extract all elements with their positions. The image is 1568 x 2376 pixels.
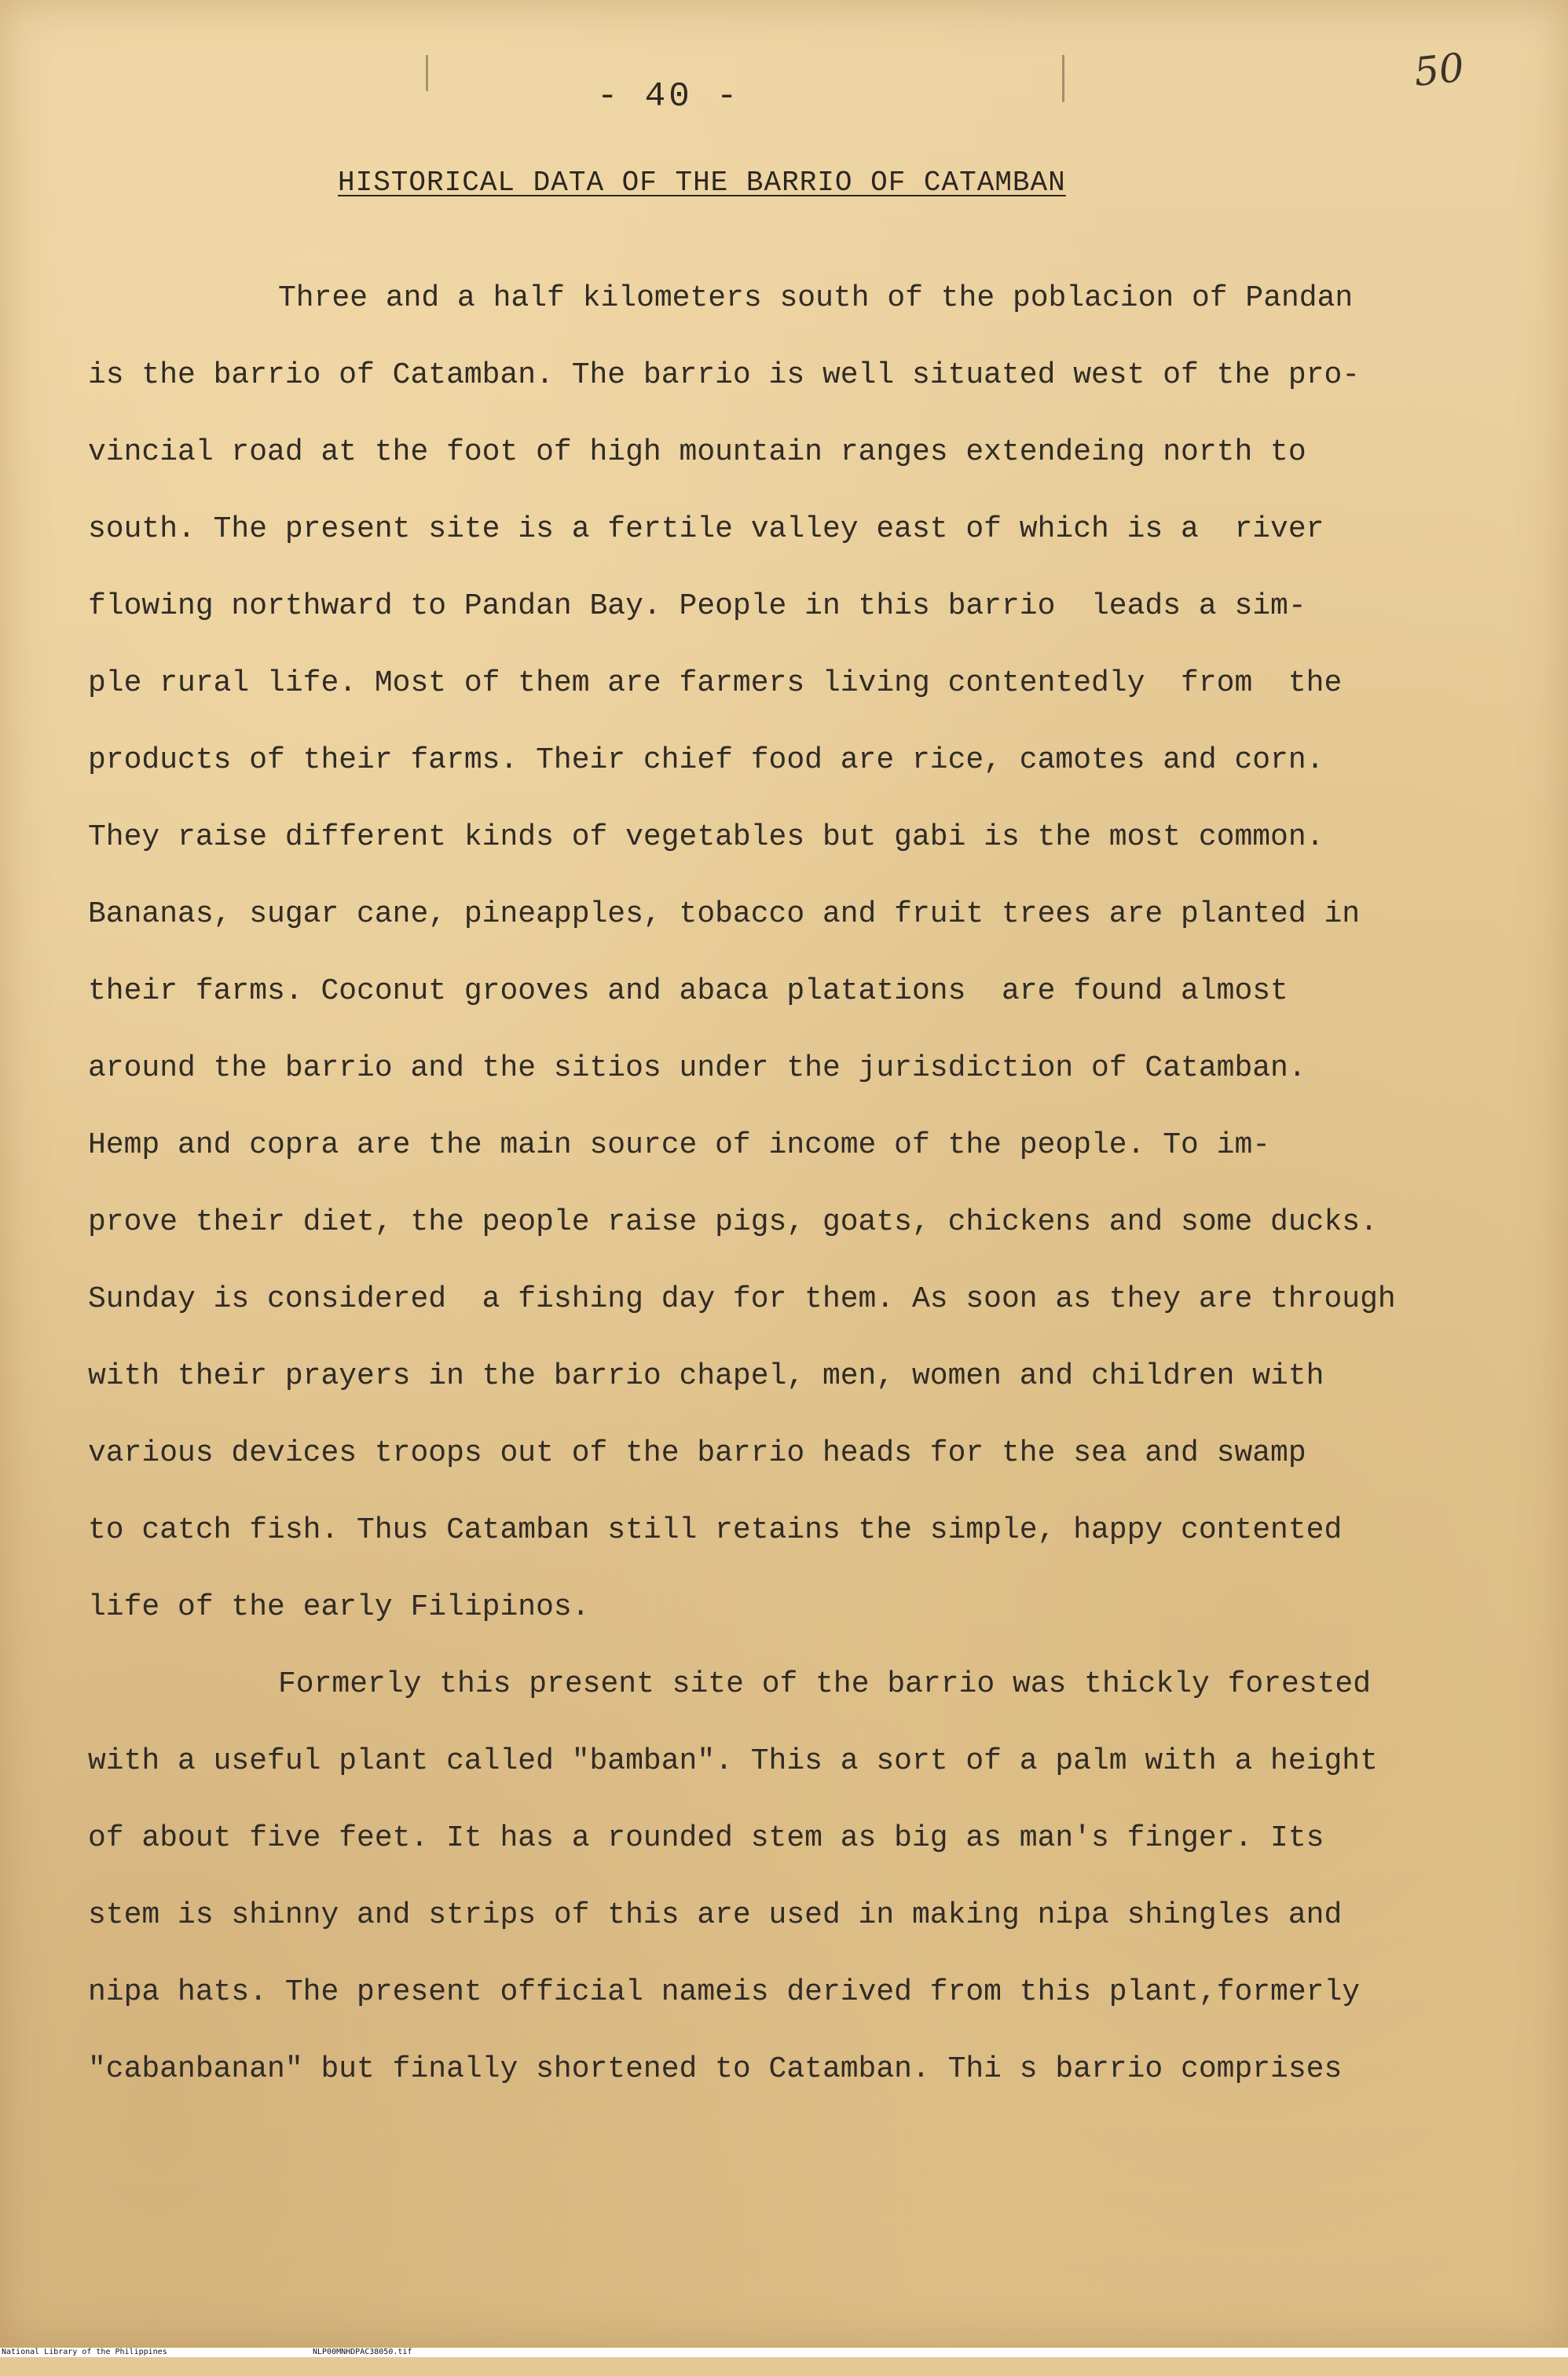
text-line: south. The present site is a fertile valley east of which is a river [88,512,1324,546]
text-line: products of their farms. Their chief food are rice, camotes and corn. [88,743,1324,777]
text-line: is the barrio of Catamban. The barrio is well situated west of the pro- [88,358,1361,392]
text-line: Three and a half kilometers south of the poblacion of Pandan [278,281,1354,315]
text-line: Hemp and copra are the main source of income of the people. To im- [88,1128,1271,1162]
text-line: of about five feet. It has a rounded stem as big as man's finger. Its [88,1821,1324,1855]
text-line: "cabanbanan" but finally shortened to Catamban. Thi s barrio comprises [88,2052,1343,2086]
handwritten-page-number: 50 [1412,44,1467,96]
page-number: - 40 - [597,77,741,116]
text-line: various devices troops out of the barrio heads for the sea and swamp [88,1436,1306,1470]
text-line: prove their diet, the people raise pigs, goats, chickens and some ducks. [88,1205,1378,1239]
pencil-mark-right [1062,55,1064,102]
text-line: Sunday is considered a fishing day for them. As soon as they are through [88,1282,1396,1316]
text-line: with a useful plant called "bamban". This a sort of a palm with a height [88,1744,1378,1778]
text-line: stem is shinny and strips of this are used in making nipa shingles and [88,1898,1343,1932]
text-line: Formerly this present site of the barrio was thickly forested [278,1667,1372,1701]
text-line: vincial road at the foot of high mountain ranges extendeing north to [88,435,1306,469]
text-line: their farms. Coconut grooves and abaca platations are found almost [88,974,1288,1008]
text-line: life of the early Filipinos. [88,1590,590,1624]
text-line: ple rural life. Most of them are farmers living contentedly from the [88,666,1343,700]
footer-library-name: National Library of the Philippines [2,2348,167,2356]
text-line: nipa hats. The present official nameis derived from this plant,formerly [88,1975,1361,2009]
body-text [88,277,1502,2125]
scan-footer [0,2348,1568,2357]
text-line: flowing northward to Pandan Bay. People in this barrio leads a sim- [88,589,1306,623]
document-title: HISTORICAL DATA OF THE BARRIO OF CATAMBAN [338,167,1066,199]
text-line: to catch fish. Thus Catamban still retains the simple, happy contented [88,1513,1343,1547]
text-line: around the barrio and the sitios under the jurisdiction of Catamban. [88,1051,1306,1085]
text-line: They raise different kinds of vegetables but gabi is the most common. [88,820,1324,854]
text-line: with their prayers in the barrio chapel, men, women and children with [88,1359,1324,1393]
footer-file-name: NLP00MNHDPAC38050.tif [313,2348,412,2356]
text-line: Bananas, sugar cane, pineapples, tobacco and fruit trees are planted in [88,897,1361,931]
pencil-mark-left [426,55,428,91]
